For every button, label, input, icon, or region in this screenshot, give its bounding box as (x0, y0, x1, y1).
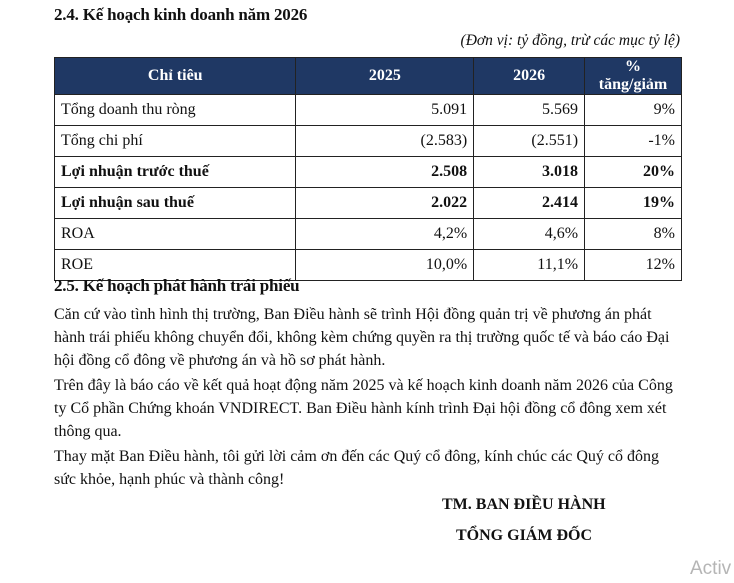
table-row (55, 157, 682, 188)
value-2025: (2.583) (296, 126, 474, 157)
row-label: Lợi nhuận trước thuế (55, 157, 296, 188)
business-plan-table (54, 57, 682, 281)
value-2025: 4,2% (296, 219, 474, 250)
table-header-row (55, 58, 682, 95)
column-header-2025: 2025 (296, 58, 474, 95)
signature-line-board: TM. BAN ĐIỀU HÀNH (442, 496, 606, 513)
value-2026: 2.414 (474, 188, 585, 219)
section-heading-bond-plan: 2.5. Kế hoạch phát hành trái phiếu (54, 276, 300, 295)
row-label: Lợi nhuận sau thuế (55, 188, 296, 219)
paragraph-bond-issuance: Căn cứ vào tình hình thị trường, Ban Điều hành sẽ trình Hội đồng quản trị về phương án phát hành trái phiếu không chuyển đổi, không kèm chứng quyền ra thị trường quốc tế và báo cáo Đại hội đồng cổ đông về phương án và hồ sơ phát hành. (54, 306, 670, 369)
table-row (55, 126, 682, 157)
column-header-indicator: Chỉ tiêu (55, 58, 296, 95)
paragraph-thanks: Thay mặt Ban Điều hành, tôi gửi lời cảm ơn đến các Quý cổ đông, kính chúc các Quý cổ đông sức khỏe, hạnh phúc và thành công! (54, 448, 659, 488)
value-2025: 5.091 (296, 95, 474, 126)
section-heading-business-plan: 2.4. Kế hoạch kinh doanh năm 2026 (54, 5, 308, 24)
value-change: 19% (585, 188, 682, 219)
value-change: -1% (585, 126, 682, 157)
value-2026: 4,6% (474, 219, 585, 250)
row-label: Tổng doanh thu ròng (55, 95, 296, 126)
value-2026: 11,1% (474, 250, 585, 281)
value-2026: 5.569 (474, 95, 585, 126)
column-header-2026: 2026 (474, 58, 585, 95)
row-label: Tổng chi phí (55, 126, 296, 157)
value-change: 20% (585, 157, 682, 188)
value-change: 9% (585, 95, 682, 126)
value-2025: 2.508 (296, 157, 474, 188)
table-row (55, 95, 682, 126)
value-2025: 10,0% (296, 250, 474, 281)
value-2026: (2.551) (474, 126, 585, 157)
value-change: 8% (585, 219, 682, 250)
table-row (55, 219, 682, 250)
paragraph-report-summary: Trên đây là báo cáo về kết quả hoạt động năm 2025 và kế hoạch kinh doanh năm 2026 của Công ty Cổ phần Chứng khoán VNDIRECT. Ban Điều hành kính trình Đại hội đồng cổ đông xem xét thông qua. (54, 377, 673, 440)
row-label: ROA (55, 219, 296, 250)
column-header-change: % tăng/giảm (585, 58, 682, 95)
activation-watermark: Activ (690, 558, 732, 579)
signature-line-ceo: TỔNG GIÁM ĐỐC (456, 527, 592, 544)
value-2026: 3.018 (474, 157, 585, 188)
value-2025: 2.022 (296, 188, 474, 219)
table-row (55, 188, 682, 219)
row-label: ROE (55, 250, 296, 281)
value-change: 12% (585, 250, 682, 281)
unit-note: (Đơn vị: tỷ đồng, trừ các mục tỷ lệ) (460, 32, 680, 49)
